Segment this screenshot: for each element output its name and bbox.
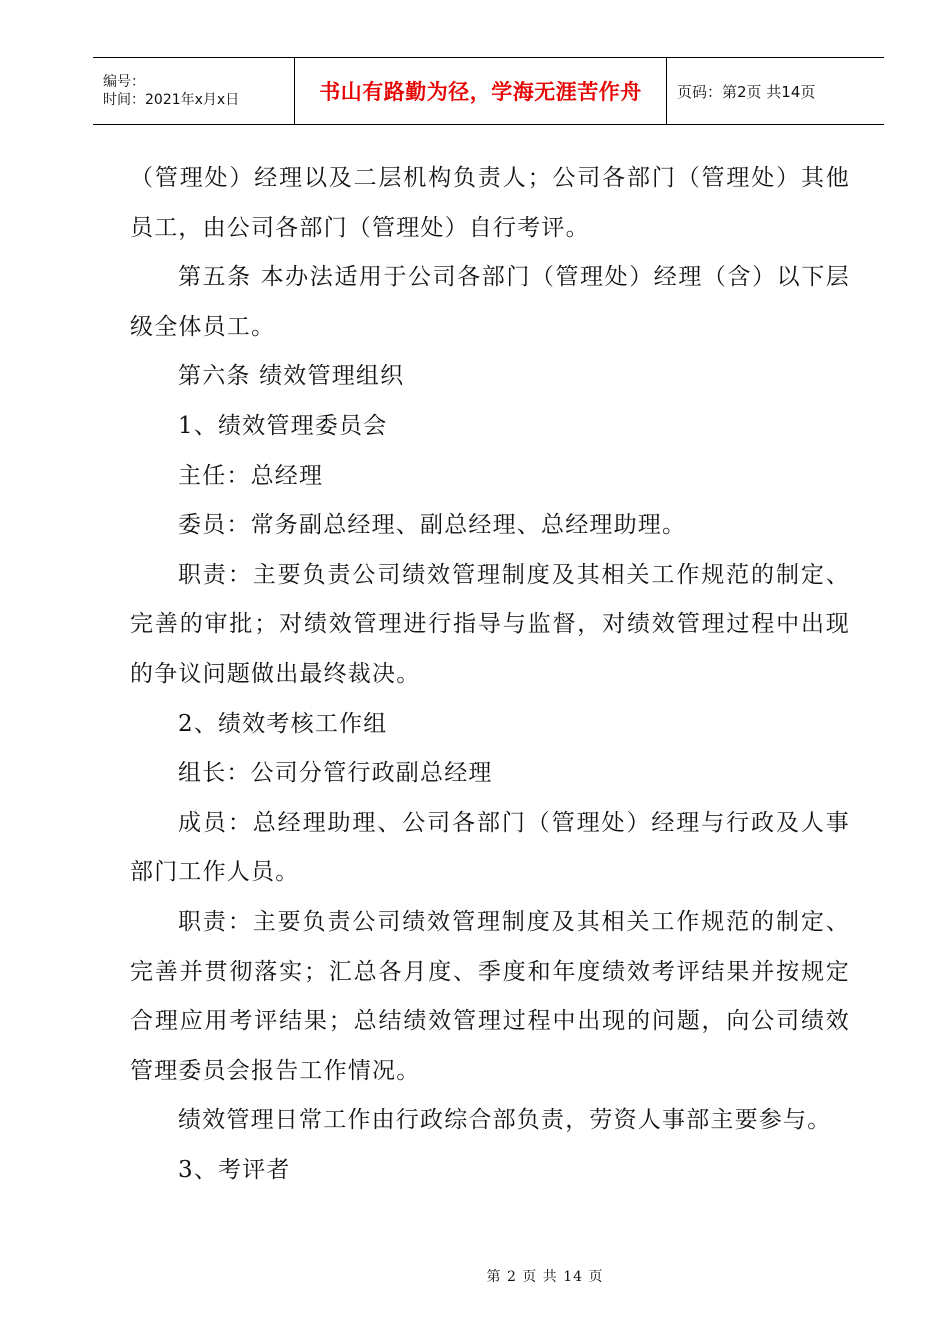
document-number-label: 编号： [103,74,145,90]
subsection-heading: 3、考评者 [178,1156,291,1183]
body-paragraph: （管理处）经理以及二层机构负责人；公司各部门（管理处）其他员工，由公司各部门（管理处）自行考评。 [130,165,850,241]
document-body [130,154,850,1195]
header-meta-cell [93,58,295,124]
header-page-info: 页码：第2页 共14页 [677,82,816,101]
body-paragraph: 第五条 本办法适用于公司各部门（管理处）经理（含）以下层级全体员工。 [130,264,850,340]
subsection-heading: 2、绩效考核工作组 [178,710,388,737]
body-paragraph: 职责：主要负责公司绩效管理制度及其相关工作规范的制定、完善的审批；对绩效管理进行指导与监督，对绩效管理过程中出现的争议问题做出最终裁决。 [130,561,850,687]
document-header [93,57,884,125]
body-paragraph: 主任：总经理 [178,462,324,489]
body-paragraph: 绩效管理日常工作由行政综合部负责，劳资人事部主要参与。 [178,1107,832,1134]
body-paragraph: 委员：常务副总经理、副总经理、总经理助理。 [178,512,687,539]
section-heading: 第六条 绩效管理组织 [178,363,405,390]
header-motto: 书山有路勤为径，学海无涯苦作舟 [295,58,667,124]
page-footer: 第 2 页 共 14 页 [486,1269,604,1285]
body-paragraph: 组长：公司分管行政副总经理 [178,760,493,787]
subsection-heading: 1、绩效管理委员会 [178,412,388,439]
body-paragraph: 职责：主要负责公司绩效管理制度及其相关工作规范的制定、完善并贯彻落实；汇总各月度、季度和年度绩效考评结果并按规定合理应用考评结果；总结绩效管理过程中出现的问题，向公司绩效管理委员会报告工作情况。 [130,908,850,1084]
body-paragraph: 成员：总经理助理、公司各部门（管理处）经理与行政及人事部门工作人员。 [130,809,850,886]
document-time-label: 时间：2021年x月x日 [103,92,240,108]
